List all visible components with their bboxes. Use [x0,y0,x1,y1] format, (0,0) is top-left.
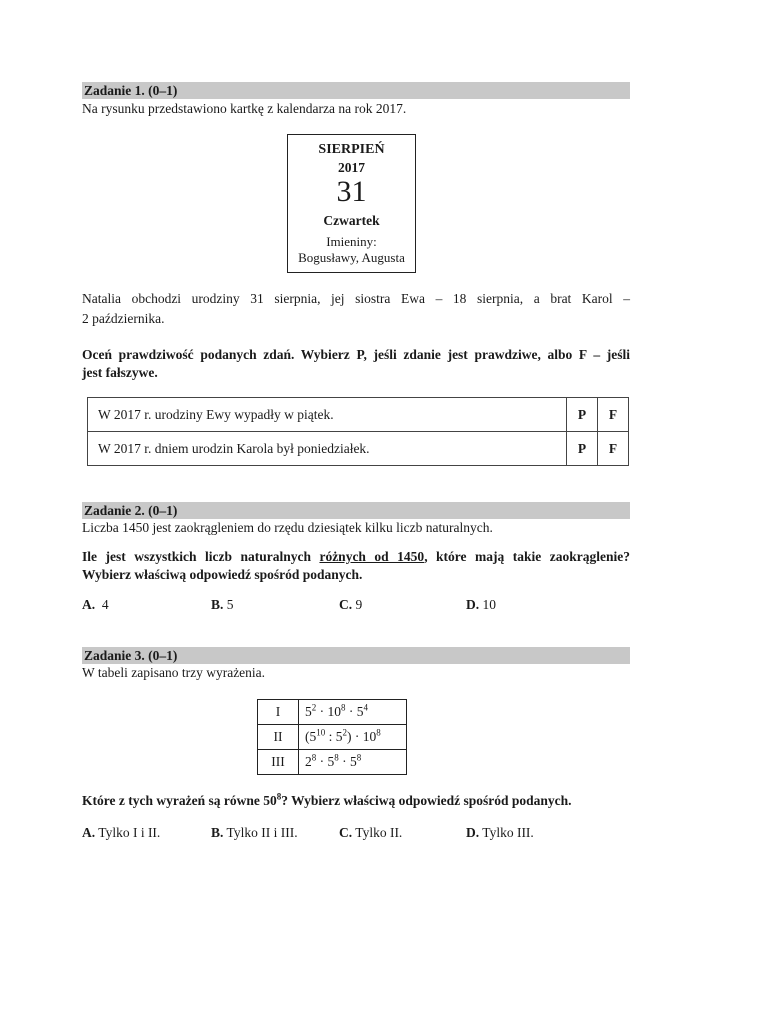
task3-option-b[interactable]: B. Tylko II i III. [211,825,298,840]
table-row [258,700,407,725]
task2-option-a[interactable]: A. 4 [82,597,109,612]
task2-header-band [82,502,630,519]
task3-intro: W tabeli zapisano trzy wyrażenia. [82,665,266,680]
expression-3: $2^8 \cdot 5^8 \cdot 5^8$ [299,750,407,775]
expression-label-3: III [258,750,299,775]
task2-question-part1: Ile jest wszystkich liczb naturalnych [82,549,320,564]
true-false-table [87,397,629,466]
task1-paragraph-line2: 2 października. [82,311,165,326]
task3-option-d[interactable]: D. Tylko III. [466,825,534,840]
task3-option-a[interactable]: A. Tylko I i II. [82,825,161,840]
table-row [258,725,407,750]
answer-f-2[interactable]: F [598,432,629,466]
table-row [88,432,629,466]
expression-label-2: II [258,725,299,750]
answer-p-2[interactable]: P [567,432,598,466]
task3-header-band [82,647,630,664]
expression-1: $5^2 \cdot 10^8 \cdot 5^4$ [299,700,407,725]
answer-p-1[interactable]: P [567,398,598,432]
task2-header: Zadanie 2. (0–1) [84,503,178,518]
calendar-month: SIERPIEŃ [318,142,385,157]
task3-question: Które z tych wyrażeń są równe $50^8$? Wybierz właściwą odpowiedź spośród podanych. [82,791,572,808]
calendar-year: 2017 [338,160,365,175]
expression-label-1: I [258,700,299,725]
table-row [258,750,407,775]
expressions-table [257,699,407,775]
task2-option-d[interactable]: D. 10 [466,597,496,612]
calendar-card [287,134,416,273]
task1-header: Zadanie 1. (0–1) [84,83,178,98]
calendar-weekday: Czwartek [323,213,380,228]
task2-question-underlined: różnych od 1450 [319,549,425,564]
task1-instruction-line2: jest fałszywe. [82,365,158,380]
table-row [88,398,629,432]
task2-question-line2: Wybierz właściwą odpowiedź spośród podanych. [82,567,363,582]
task3-option-c[interactable]: C. Tylko II. [339,825,403,840]
expression-2: ($5^{10}$ : $5^2) \cdot 10^8$ [299,725,407,750]
calendar-nameday-label: Imieniny: [326,234,377,249]
answer-f-1[interactable]: F [598,398,629,432]
task2-question-line1 [82,548,630,566]
task1-paragraph-line1: Natalia obchodzi urodziny 31 sierpnia, jej siostra Ewa – 18 sierpnia, a brat Karol – [82,291,630,306]
task2-option-b[interactable]: B. 5 [211,597,234,612]
task1-intro: Na rysunku przedstawiono kartkę z kalendarza na rok 2017. [82,101,407,116]
calendar-day: 31 [336,175,367,208]
task2-question-part2: , które mają takie zaokrąglenie? [424,549,630,564]
statement-1: W 2017 r. urodziny Ewy wypadły w piątek. [88,398,567,432]
task3-header: Zadanie 3. (0–1) [84,648,178,663]
task2-option-c[interactable]: C. 9 [339,597,363,612]
statement-2: W 2017 r. dniem urodzin Karola był poniedziałek. [88,432,567,466]
calendar-nameday-names: Bogusławy, Augusta [298,250,405,265]
task1-instruction-line1: Oceń prawdziwość podanych zdań. Wybierz P, jeśli zdanie jest prawdziwe, albo F – jeśli [82,347,630,362]
task1-header-band [82,82,630,99]
task2-intro: Liczba 1450 jest zaokrągleniem do rzędu dziesiątek kilku liczb naturalnych. [82,520,493,535]
